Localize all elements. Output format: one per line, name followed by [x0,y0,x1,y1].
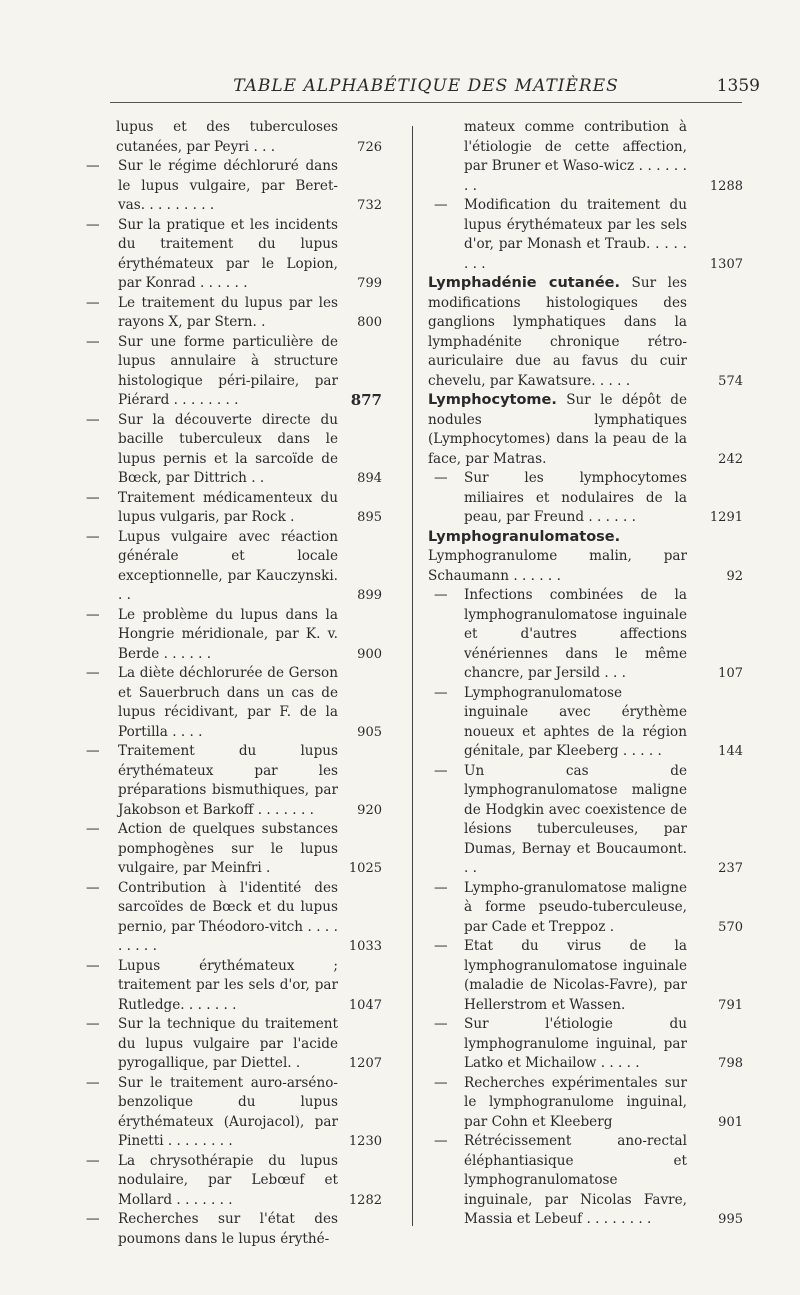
index-entry [428,1132,743,1230]
entry-dash: — [86,665,100,681]
entry-text: Lymphogranulomatose inguinale avec érythème noueux et aphtes de la région génitale, par Kleeberg . . . . . [464,684,687,759]
entry-text: Lupus érythémateux ; traitement par les sels d'or, par Rutledge. . . . . . . [118,957,338,1013]
entry-page-number: 798 [718,1056,743,1071]
entry-text: Infections combinées de la lymphogranulomatose inguinale et d'autres affections vénériennes dans le même chancre, par Jersild . . . [464,587,687,681]
entry-text: Traitement du lupus érythémateux par les préparations bismuthiques, par Jakobson et Barkoff . . . . . . . [118,743,338,818]
running-title: TABLE ALPHABÉTIQUE DES MATIÈRES [233,76,619,96]
entry-headword: Lymphadénie cutanée. [428,275,621,291]
entry-text: Sur l'étiologie du lymphogranulome inguinal, par Latko et Michailow . . . . . [464,1016,687,1071]
index-entry [80,664,382,742]
index-entry [428,937,743,1015]
entry-page-number: 900 [357,646,382,662]
index-entry [80,742,382,820]
entry-text: Un cas de lymphogranulomatose maligne de Hodgkin avec coexistence de lésions tuberculeuses, par Dumas, Bernay et Boucaumont. . . [464,762,687,876]
entry-text: lupus et des tuberculoses cutanées, par Peyri . . . [116,119,338,155]
entry-text: Le traitement du lupus par les rayons X, par Stern. . [118,294,338,330]
index-entry [428,391,743,469]
entry-text: Lymphogranulome malin, par Schaumann . . . . . . [428,548,687,584]
index-entry [80,1210,382,1249]
entry-text: Traitement médicamenteux du lupus vulgaris, par Rock . [118,489,338,525]
entry-text: Etat du virus de la lymphogranulomatose inguinale (maladie de Nicolas-Favre), par Hellerstrom et Wassen. [464,938,687,1013]
entry-text: Action de quelques substances pomphogènes sur le lupus vulgaire, par Meinfri . [118,821,338,876]
index-entry [80,1015,382,1074]
entry-page-number: 570 [718,919,743,935]
entry-page-number: 1025 [348,861,382,876]
entry-text: Lupus vulgaire avec réaction générale et locale exceptionnelle, par Kauczynski. . . [118,528,338,603]
index-entry [428,879,743,938]
index-entry [80,411,382,489]
running-header [110,76,760,103]
index-entry [428,118,743,196]
index-entry [428,1015,743,1074]
entry-dash: — [86,606,100,623]
entry-text: Sur le traitement auro-arséno-benzolique du lupus érythémateux (Aurojacol), par Pinetti . . . . . . . . [118,1074,338,1149]
entry-text: Sur les lymphocytomes miliaires et nodulaires de la peau, par Freund . . . . . . [464,470,687,525]
entry-text: Sur le régime déchloruré dans le lupus vulgaire, par Beret-vas. . . . . . . . . [118,158,338,213]
entry-dash: — [86,1016,100,1032]
entry-dash: — [86,1211,100,1227]
entry-dash: — [86,158,100,174]
entry-dash: — [434,938,448,954]
entry-headword: Lymphogranulomatose. [428,528,621,545]
entry-text: Sur la pratique et les incidents du traitement du lupus érythémateux par le Lopion, par Konrad . . . . . . [118,216,338,291]
entry-page-number: 800 [357,315,382,330]
entry-page-number: 895 [357,510,382,525]
index-entry [80,157,382,216]
entry-page-number: 1282 [348,1192,382,1208]
entry-page-number: 1230 [348,1134,382,1149]
index-entry [428,684,743,762]
entry-dash: — [86,957,100,974]
index-entry [80,879,382,957]
entry-page-number: 1288 [709,178,743,194]
entry-text: Sur la technique du traitement du lupus vulgaire par l'acide pyrogallique, par Diettel. . [118,1016,338,1071]
entry-text: mateux comme contribution à l'étiologie de cette affection, par Bruner et Waso-wicz . . . . . . . . [464,119,687,194]
page-number: 1359 [716,76,760,96]
entry-dash: — [434,684,448,701]
entry-text: Sur les modifications histologiques des ganglions lymphatiques dans la lymphadénite chronique rétro-auriculaire due au favus du cuir chevelu, par Kawatsure. . . . . [428,275,687,389]
right-column [428,118,743,1230]
entry-page-number: 237 [718,861,743,876]
entry-dash: — [86,1074,100,1091]
index-entry [80,1152,382,1211]
entry-page-number: 242 [718,451,743,467]
index-entry [80,294,382,333]
entry-dash: — [434,587,448,603]
entry-page-number: 1307 [709,256,743,272]
index-entry [80,957,382,1016]
entry-page-number: 107 [718,666,743,681]
index-entry [80,528,382,606]
entry-text: Sur le dépôt de nodules lymphatiques (Lymphocytomes) dans la peau de la face, par Matras. [428,392,688,467]
index-entry [80,333,382,411]
entry-dash: — [86,1152,100,1169]
entry-dash: — [86,879,100,896]
index-entry [428,528,743,587]
entry-page-number: 894 [357,471,382,486]
entry-page-number: 726 [357,139,382,155]
index-entry [428,469,743,528]
entry-text: Sur une forme particulière de lupus annulaire à structure histologique péri-pilaire, par Piérard . . . . . . . . [118,333,338,408]
entry-text: La diète déchlorurée de Gerson et Sauerbruch dans un cas de lupus récidivant, par F. de la Portilla . . . . [118,665,338,740]
entry-page-number: 92 [726,568,743,584]
entry-page-number: 901 [718,1114,743,1130]
entry-page-number: 799 [357,276,382,291]
entry-page-number: 899 [357,588,382,603]
entry-text: Sur la découverte directe du bacille tuberculeux dans le lupus pernis et la sarcoïde de Bœck, par Dittrich . . [118,411,338,486]
entry-dash: — [434,1016,448,1032]
entry-headword: Lymphocytome. [428,392,557,408]
entry-page-number: 732 [357,198,382,213]
entry-page-number: 920 [357,802,382,818]
entry-text: Recherches expérimentales sur le lymphogranulome inguinal, par Cohn et Kleeberg [464,1074,687,1130]
entry-page-number: 1033 [348,939,382,954]
entry-page-number: 1047 [348,997,382,1013]
entry-dash: — [86,821,100,837]
entry-page-number: 905 [357,724,382,740]
entry-page-number: 144 [718,744,743,759]
entry-dash: — [434,879,448,896]
entry-dash: — [434,1133,448,1149]
entry-dash: — [86,528,100,545]
entry-dash: — [86,743,100,759]
entry-dash: — [86,216,100,233]
entry-text: Lympho-granulomatose maligne à forme pseudo-tuberculeuse, par Cade et Treppoz . [464,879,687,935]
left-column [80,118,382,1249]
index-entry [80,1074,382,1152]
entry-page-number: 791 [718,997,743,1013]
entry-page-number: 1207 [348,1056,382,1071]
entry-text: La chrysothérapie du lupus nodulaire, par Lebœuf et Mollard . . . . . . . [118,1152,338,1208]
index-entry [428,586,743,684]
column-divider [412,126,413,1226]
entry-text: Contribution à l'identité des sarcoïdes de Bœck et du lupus pernio, par Théodoro-vitch . . . . . . . . . [118,879,338,954]
entry-dash: — [86,294,100,311]
entry-page-number: 995 [718,1212,743,1227]
index-entry [428,1074,743,1133]
index-entry [428,762,743,879]
index-entry [80,489,382,528]
entry-dash: — [86,411,100,428]
entry-dash: — [434,762,448,779]
index-entry [428,196,743,274]
entry-dash: — [434,470,448,486]
index-entry [80,118,382,157]
entry-page-number: 1291 [709,510,743,525]
entry-dash: — [434,1074,448,1091]
entry-page-number: 574 [718,373,743,389]
index-entry [80,820,382,879]
index-entry [80,216,382,294]
index-entry [80,606,382,665]
entry-dash: — [86,489,100,506]
entry-text: Rétrécissement ano-rectal éléphantiasique et lymphogranulomatose inguinale, par Nicolas Favre, Massia et Lebeuf . . . . . . . . [464,1133,687,1227]
entry-page-number: 877 [350,391,382,409]
entry-dash: — [86,333,100,350]
index-entry [428,274,743,391]
entry-text: Recherches sur l'état des poumons dans le lupus érythé- [118,1211,338,1247]
entry-text: Modification du traitement du lupus érythémateux par les sels d'or, par Monash et Traub. . . . . . . . [464,197,687,272]
entry-text: Le problème du lupus dans la Hongrie méridionale, par K. v. Berde . . . . . . [118,606,338,662]
entry-dash: — [434,197,448,213]
